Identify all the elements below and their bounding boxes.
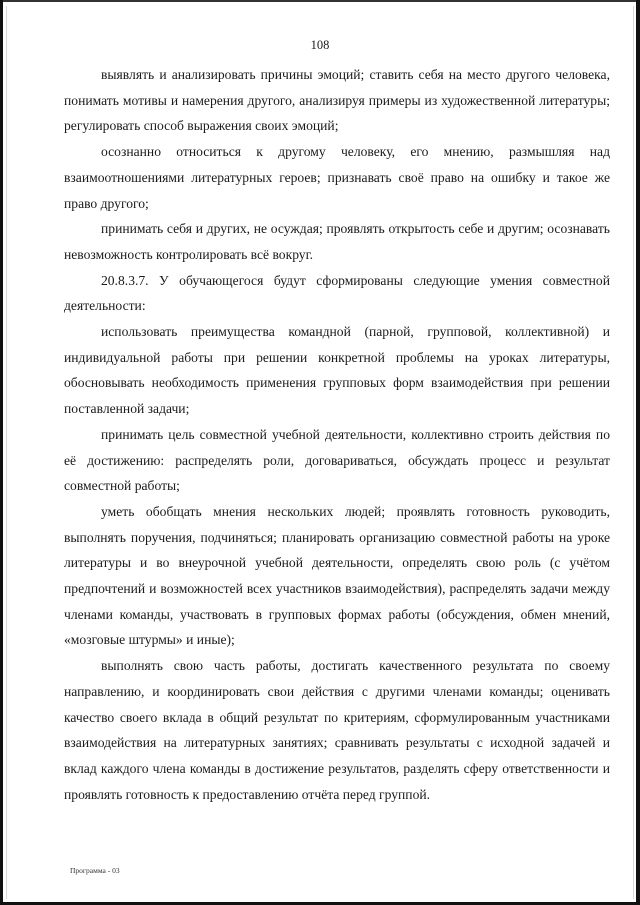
section-heading-paragraph: 20.8.3.7. У обучающегося будут сформированы следующие умения совместной деятельности: xyxy=(64,272,610,314)
paragraph: уметь обобщать мнения нескольких людей; проявлять готовность руководить, выполнять поручения, подчиняться; планировать организацию совместной работы на уроке литературы и во внеурочной учебной деятельности, определять свою роль (с учётом предпочтений и возможностей всех участников взаимодействия), распределять задачи между членами команды, участвовать в групповых формах работы (обсуждения, обмен мнений, «мозговые штурмы» и иные); xyxy=(64,503,610,648)
scan-edge-left xyxy=(0,0,3,905)
paragraph: выполнять свою часть работы, достигать качественного результата по своему направлению, и координировать свои действия с другими членами команды; оценивать качество своего вклада в общий результат по критериям, сформулированным участниками взаимодействия на литературных занятиях; сравнивать результаты с исходной задачей и вклад каждого члена команды в достижение результатов, разделять сферу ответственности и проявлять готовность к предоставлению отчёта перед группой. xyxy=(64,658,610,802)
page-number: 108 xyxy=(310,38,330,52)
paragraph: принимать цель совместной учебной деятельности, коллективно строить действия по её достижению: распределять роли, договариваться, обсуждать процесс и результат совместной работы; xyxy=(64,426,610,494)
footer-label: Программа - 03 xyxy=(70,866,120,875)
scan-edge-top xyxy=(0,0,640,2)
paragraph: осознанно относиться к другому человеку, его мнению, размышляя над взаимоотношениями литературных героев; признавать своё право на ошибку и такое же право другого; xyxy=(64,144,610,211)
paragraph: использовать преимущества командной (парной, групповой, коллективной) и индивидуальной работы при решении конкретной проблемы на уроках литературы, обосновывать необходимость применения групповых форм взаимодействия при решении поставленной задачи; xyxy=(64,324,610,417)
paragraph: выявлять и анализировать причины эмоций; ставить себя на место другого человека, понимать мотивы и намерения другого, анализируя примеры из художественной литературы; регулировать способ выражения своих эмоций; xyxy=(64,67,610,134)
scan-edge-right xyxy=(636,0,640,905)
body-text xyxy=(64,62,610,807)
paragraph: принимать себя и других, не осуждая; проявлять открытость себе и другим; осознавать невозможность контролировать всё вокруг. xyxy=(64,221,610,262)
